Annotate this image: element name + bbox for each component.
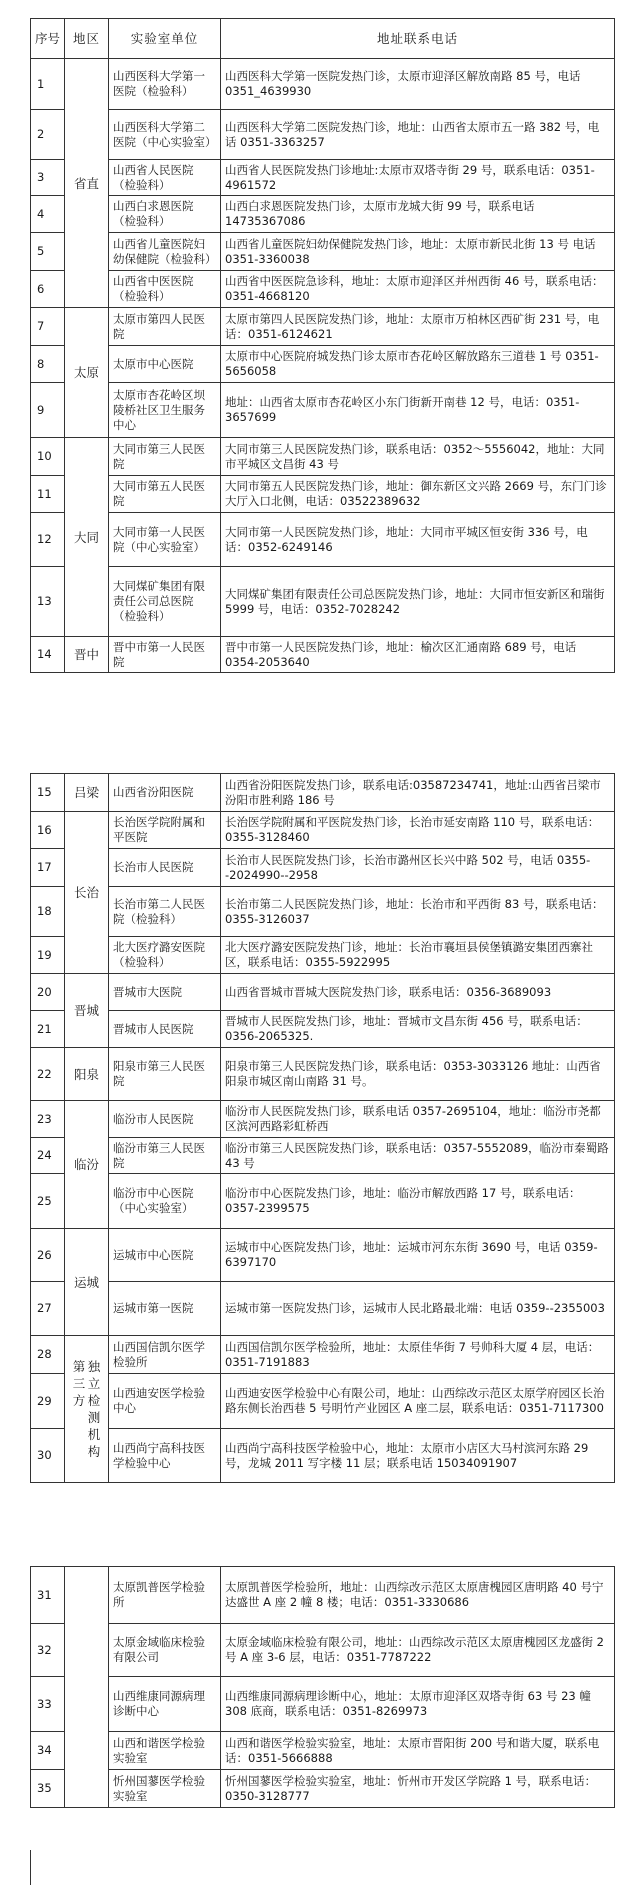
lab-name: 晋城市大医院 — [109, 974, 221, 1011]
address-phone: 山西国信凯尔医学检验所，地址：太原佳华街 7 号帅科大厦 4 层，电话：0351-7191883 — [221, 1336, 615, 1374]
lab-name: 北大医疗潞安医院（检验科） — [109, 937, 221, 974]
table-row — [31, 196, 615, 233]
row-number: 25 — [31, 1174, 65, 1229]
row-number: 14 — [31, 637, 65, 673]
region-cell: 太原 — [65, 308, 109, 438]
region-cell: 临汾 — [65, 1101, 109, 1229]
table-row — [31, 59, 615, 110]
region-cell-empty — [65, 1567, 109, 1808]
address-phone: 山西白求恩医院发热门诊，太原市龙城大街 99 号，联系电话 14735367086 — [221, 196, 615, 233]
region-third-party-label: 第三方 — [72, 1359, 86, 1408]
lab-name: 忻州国蓼医学检验实验室 — [109, 1770, 221, 1808]
address-phone: 太原市中心医院府城发热门诊太原市杏花岭区解放路东三道巷 1 号 0351-5656058 — [221, 346, 615, 383]
row-number: 10 — [31, 438, 65, 476]
address-phone: 晋城市人民医院发热门诊，地址：晋城市文昌东街 456 号，联系电话：0356-2065325. — [221, 1011, 615, 1048]
address-phone: 山西省晋城市晋城大医院发热门诊，联系电话：0356-3689093 — [221, 974, 615, 1011]
lab-name: 太原市杏花岭区坝陵桥社区卫生服务中心 — [109, 383, 221, 438]
lab-name: 太原市第四人民医院 — [109, 308, 221, 346]
lab-name: 山西白求恩医院（检验科） — [109, 196, 221, 233]
row-number: 24 — [31, 1138, 65, 1174]
table-row — [31, 308, 615, 346]
table-row — [31, 110, 615, 160]
row-number: 1 — [31, 59, 65, 110]
lab-name: 太原凯普医学检验所 — [109, 1567, 221, 1624]
table-row — [31, 1624, 615, 1677]
row-number: 17 — [31, 849, 65, 887]
table-row — [31, 1732, 615, 1770]
table-row — [31, 1567, 615, 1624]
row-number: 21 — [31, 1011, 65, 1048]
table-row — [31, 1229, 615, 1282]
row-number: 26 — [31, 1229, 65, 1282]
lab-name: 太原金域临床检验有限公司 — [109, 1624, 221, 1677]
lab-name: 长治医学院附属和平医院 — [109, 812, 221, 849]
address-phone: 运城市第一医院发热门诊，运城市人民北路最北端：电话 0359--2355003 — [221, 1282, 615, 1336]
lab-name: 晋城市人民医院 — [109, 1011, 221, 1048]
address-phone: 晋中市第一人民医院发热门诊，地址：榆次区汇通南路 689 号，电话 0354-2053640 — [221, 637, 615, 673]
lab-name: 山西省中医医院（检验科） — [109, 271, 221, 308]
table-row — [31, 974, 615, 1011]
header-num: 序号 — [31, 19, 65, 59]
address-phone: 长治市第二人民医院发热门诊，地址：长治市和平西街 83 号，联系电话：0355-3126037 — [221, 887, 615, 937]
address-phone: 山西维康同源病理诊断中心，地址：太原市迎泽区双塔寺街 63 号 23 幢 308 底商，联系电话：0351-8269973 — [221, 1677, 615, 1732]
row-number: 7 — [31, 308, 65, 346]
region-cell: 晋中 — [65, 637, 109, 673]
region-cell: 晋城 — [65, 974, 109, 1048]
table-header-row — [31, 19, 615, 59]
table-row — [31, 1011, 615, 1048]
address-phone: 地址：山西省太原市杏花岭区小东门街新开南巷 12 号，电话：0351-3657699 — [221, 383, 615, 438]
region-cell: 省直 — [65, 59, 109, 308]
lab-name: 阳泉市第三人民医院 — [109, 1048, 221, 1101]
address-phone: 临汾市中心医院发热门诊，地址：临汾市解放西路 17 号，联系电话：0357-2399575 — [221, 1174, 615, 1229]
lab-name: 山西省人民医院（检验科） — [109, 160, 221, 196]
region-cell: 阳泉 — [65, 1048, 109, 1101]
lab-name: 晋中市第一人民医院 — [109, 637, 221, 673]
lab-name: 大同市第一人民医院（中心实验室） — [109, 513, 221, 567]
table-row — [31, 567, 615, 637]
row-number: 23 — [31, 1101, 65, 1138]
table-row — [31, 1282, 615, 1336]
address-phone: 大同煤矿集团有限责任公司总医院发热门诊，地址：大同市恒安新区和瑞街 5999 号，电话：0352-7028242 — [221, 567, 615, 637]
table-row — [31, 1677, 615, 1732]
table-row — [31, 887, 615, 937]
table-row — [31, 1374, 615, 1429]
address-phone: 山西省儿童医院妇幼保健院发热门诊，地址：太原市新民北街 13 号 电话 0351-3360038 — [221, 233, 615, 271]
row-number: 12 — [31, 513, 65, 567]
row-number: 29 — [31, 1374, 65, 1429]
row-number: 22 — [31, 1048, 65, 1101]
lab-name: 临汾市第三人民医院 — [109, 1138, 221, 1174]
row-number: 3 — [31, 160, 65, 196]
table-row — [31, 849, 615, 887]
address-phone: 阳泉市第三人民医院发热门诊，联系电话：0353-3033126 地址：山西省阳泉市城区南山南路 31 号。 — [221, 1048, 615, 1101]
lab-name: 山西尚宁高科技医学检验中心 — [109, 1429, 221, 1483]
address-phone: 大同市第一人民医院发热门诊，地址：大同市平城区恒安街 336 号，电话：0352-6249146 — [221, 513, 615, 567]
table-row — [31, 438, 615, 476]
table-row — [31, 346, 615, 383]
table-row — [31, 774, 615, 812]
lab-name: 山西维康同源病理诊断中心 — [109, 1677, 221, 1732]
address-phone: 山西迪安医学检验中心有限公司，地址：山西综改示范区太原学府园区长治路东侧长治西巷 5 号明竹产业园区 A 座二层，联系电话：0351-7117300 — [221, 1374, 615, 1429]
region-cell-third-party — [65, 1336, 109, 1483]
address-phone: 山西省汾阳医院发热门诊，联系电话:03587234741，地址:山西省吕梁市汾阳市胜利路 186 号 — [221, 774, 615, 812]
address-phone: 山西医科大学第一医院发热门诊，太原市迎泽区解放南路 85 号，电话 0351_4639930 — [221, 59, 615, 110]
row-number: 4 — [31, 196, 65, 233]
row-number: 13 — [31, 567, 65, 637]
row-number: 28 — [31, 1336, 65, 1374]
lab-name: 运城市中心医院 — [109, 1229, 221, 1282]
row-number: 11 — [31, 476, 65, 513]
table-row — [31, 1336, 615, 1374]
page-edge-line — [30, 1850, 31, 1885]
lab-name: 山西迪安医学检验中心 — [109, 1374, 221, 1429]
address-phone: 临汾市第三人民医院发热门诊，联系电话：0357-5552089，临汾市秦蜀路 43 号 — [221, 1138, 615, 1174]
lab-name: 临汾市中心医院（中心实验室） — [109, 1174, 221, 1229]
lab-name: 山西医科大学第一医院（检验科） — [109, 59, 221, 110]
row-number: 33 — [31, 1677, 65, 1732]
address-phone: 太原凯普医学检验所，地址：山西综改示范区太原唐槐园区唐明路 40 号宁达盛世 A 座 2 幢 8 楼；电话：0351-3330686 — [221, 1567, 615, 1624]
address-phone: 山西尚宁高科技医学检验中心，地址：太原市小店区大马村滨河东路 29 号，龙城 2011 写字楼 11 层；联系电话 15034091907 — [221, 1429, 615, 1483]
row-number: 5 — [31, 233, 65, 271]
table-row — [31, 937, 615, 974]
row-number: 19 — [31, 937, 65, 974]
table-row — [31, 1174, 615, 1229]
region-cell: 吕梁 — [65, 774, 109, 812]
lab-name: 运城市第一医院 — [109, 1282, 221, 1336]
header-lab: 实验室单位 — [109, 19, 221, 59]
table-row — [31, 1770, 615, 1808]
region-independent-lab-label: 独立检测机构 — [87, 1359, 101, 1459]
address-phone: 北大医疗潞安医院发热门诊，地址：长治市襄垣县侯堡镇潞安集团西寨社区，联系电话：0355-5922995 — [221, 937, 615, 974]
address-phone: 运城市中心医院发热门诊，地址：运城市河东东街 3690 号，电话 0359-6397170 — [221, 1229, 615, 1282]
address-phone: 大同市第三人民医院发热门诊，联系电话：0352～5556042，地址：大同市平城区文昌街 43 号 — [221, 438, 615, 476]
region-cell: 运城 — [65, 1229, 109, 1336]
address-phone: 山西医科大学第二医院发热门诊，地址：山西省太原市五一路 382 号，电话 0351-3363257 — [221, 110, 615, 160]
address-phone: 长治医学院附属和平医院发热门诊，长治市延安南路 110 号，联系电话：0355-3128460 — [221, 812, 615, 849]
address-phone: 太原市第四人民医院发热门诊，地址：太原市万柏林区西矿街 231 号，电话：0351-6124621 — [221, 308, 615, 346]
table-row — [31, 233, 615, 271]
table-row — [31, 637, 615, 673]
lab-table-part-2 — [30, 773, 615, 1483]
address-phone: 山西省中医医院急诊科，地址：太原市迎泽区并州西街 46 号，联系电话：0351-4668120 — [221, 271, 615, 308]
row-number: 15 — [31, 774, 65, 812]
address-phone: 山西和谐医学检验实验室，地址：太原市晋阳街 200 号和谐大厦，联系电话：0351-5666888 — [221, 1732, 615, 1770]
row-number: 9 — [31, 383, 65, 438]
address-phone: 临汾市人民医院发热门诊，联系电话 0357-2695104，地址：临汾市尧都区滨河西路彩虹桥西 — [221, 1101, 615, 1138]
lab-name: 山西省汾阳医院 — [109, 774, 221, 812]
row-number: 8 — [31, 346, 65, 383]
row-number: 18 — [31, 887, 65, 937]
row-number: 34 — [31, 1732, 65, 1770]
lab-name: 临汾市人民医院 — [109, 1101, 221, 1138]
table-row — [31, 1048, 615, 1101]
address-phone: 长治市人民医院发热门诊，长治市潞州区长兴中路 502 号，电话 0355--2024990--2958 — [221, 849, 615, 887]
table-row — [31, 1429, 615, 1483]
lab-name: 长治市第二人民医院（检验科） — [109, 887, 221, 937]
address-phone: 忻州国蓼医学检验实验室，地址：忻州市开发区学院路 1 号，联系电话：0350-3128777 — [221, 1770, 615, 1808]
region-cell: 大同 — [65, 438, 109, 637]
lab-name: 太原市中心医院 — [109, 346, 221, 383]
row-number: 30 — [31, 1429, 65, 1483]
row-number: 32 — [31, 1624, 65, 1677]
lab-name: 山西医科大学第二医院（中心实验室） — [109, 110, 221, 160]
table-row — [31, 812, 615, 849]
row-number: 20 — [31, 974, 65, 1011]
lab-name: 山西省儿童医院妇幼保健院（检验科） — [109, 233, 221, 271]
table-row — [31, 383, 615, 438]
lab-name: 大同煤矿集团有限责任公司总医院（检验科） — [109, 567, 221, 637]
header-region: 地区 — [65, 19, 109, 59]
table-row — [31, 513, 615, 567]
lab-name: 长治市人民医院 — [109, 849, 221, 887]
header-addr: 地址联系电话 — [221, 19, 615, 59]
table-row — [31, 1101, 615, 1138]
row-number: 27 — [31, 1282, 65, 1336]
region-cell: 长治 — [65, 812, 109, 974]
row-number: 31 — [31, 1567, 65, 1624]
lab-name: 大同市第三人民医院 — [109, 438, 221, 476]
lab-table-part-1 — [30, 18, 615, 673]
lab-table-part-3 — [30, 1566, 615, 1808]
table-row — [31, 160, 615, 196]
lab-name: 山西国信凯尔医学检验所 — [109, 1336, 221, 1374]
table-row — [31, 271, 615, 308]
table-row — [31, 476, 615, 513]
row-number: 35 — [31, 1770, 65, 1808]
lab-name: 大同市第五人民医院 — [109, 476, 221, 513]
row-number: 16 — [31, 812, 65, 849]
table-row — [31, 1138, 615, 1174]
row-number: 2 — [31, 110, 65, 160]
address-phone: 太原金域临床检验有限公司，地址：山西综改示范区太原唐槐园区龙盛街 2 号 A 座 3-6 层，电话：0351-7787222 — [221, 1624, 615, 1677]
row-number: 6 — [31, 271, 65, 308]
address-phone: 山西省人民医院发热门诊地址:太原市双塔寺街 29 号，联系电话：0351-4961572 — [221, 160, 615, 196]
lab-name: 山西和谐医学检验实验室 — [109, 1732, 221, 1770]
address-phone: 大同市第五人民医院发热门诊，地址：御东新区文兴路 2669 号，东门门诊大厅入口北侧，电话：03522389632 — [221, 476, 615, 513]
